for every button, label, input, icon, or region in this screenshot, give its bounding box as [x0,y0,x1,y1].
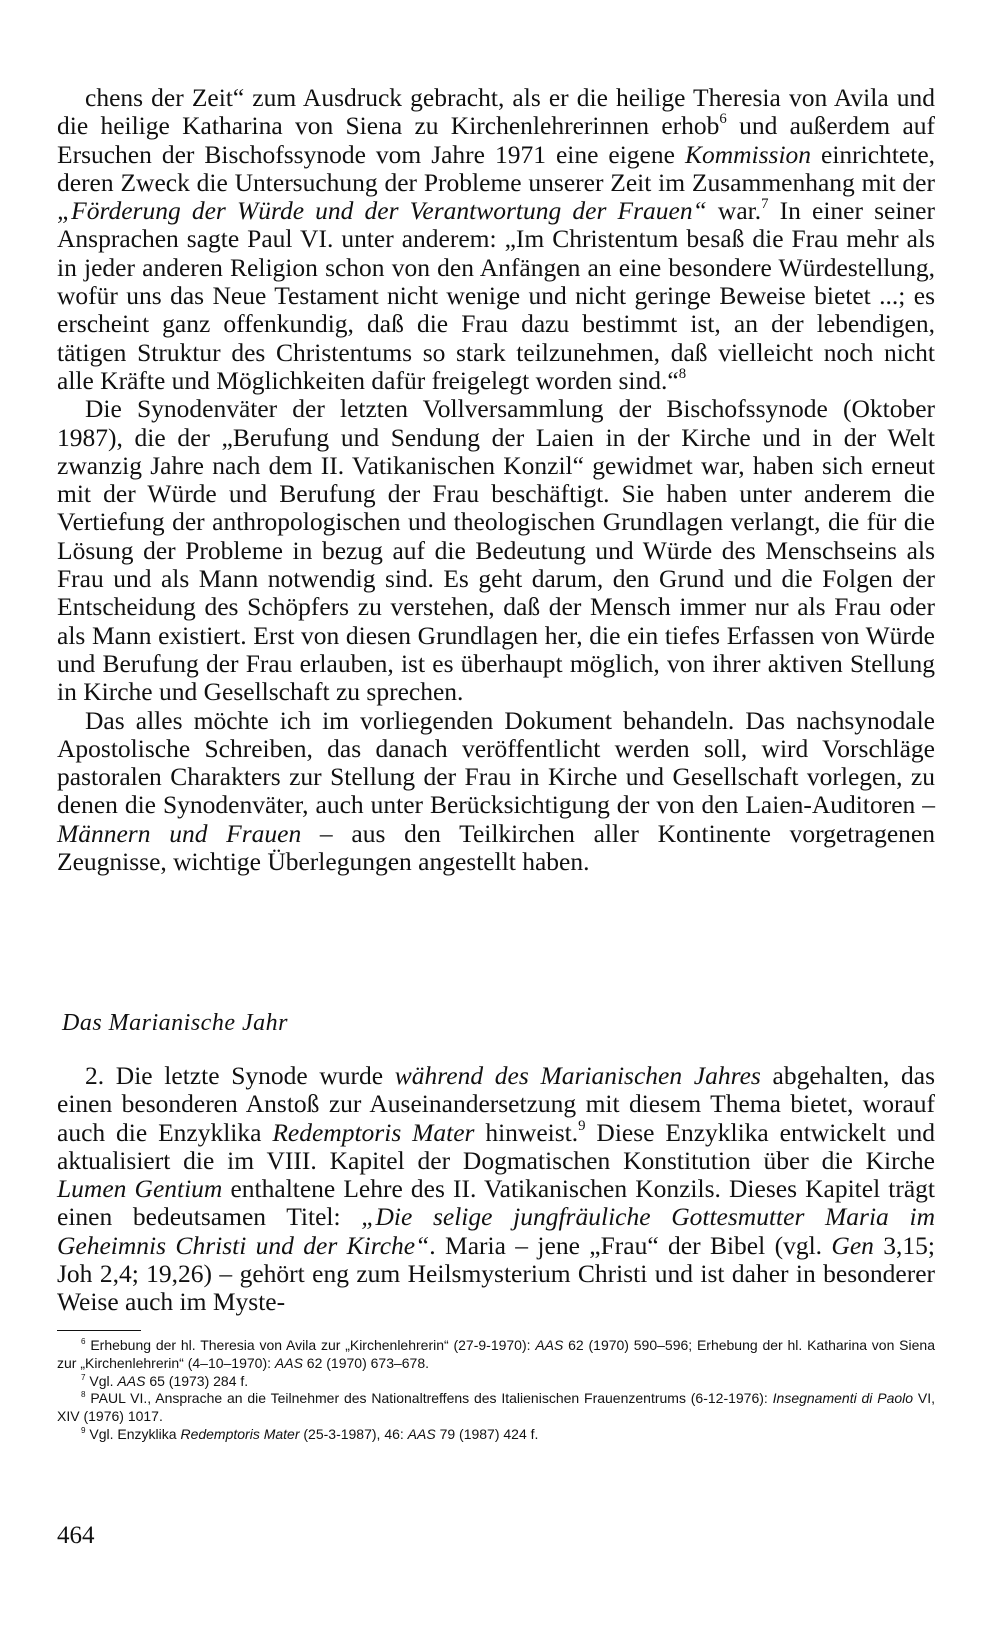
text-run: – aus den Teilkirchen aller Kontinente vorgetragenen Zeugnisse, wichtige Überlegungen angestellt haben. [57,818,935,877]
italic-text: Kommission [684,139,812,169]
text-run: war. [706,196,762,226]
text-run: enthaltene Lehre des II. Vatikanischen Konzils. Dieses Kapitel trägt einen bedeutsamen Titel: [57,1174,936,1232]
paragraph [57,1390,935,1426]
text-run: (25-3-1987), 46: [299,1425,408,1442]
text-run: Vgl. Enzyklika [85,1425,181,1442]
italic-text: „Förderung der Würde und der Verantwortung der Frauen“ [57,196,707,226]
section-heading: Das Marianische Jahr [62,1010,288,1036]
italic-text: Lumen Gentium [57,1174,223,1204]
italic-text: während des Marianischen Jahres [394,1061,761,1090]
text-run: und außerdem auf Ersuchen der Bischofssynode vom Jahre 1971 eine eigene [57,111,935,169]
italic-text: Männern und Frauen [57,818,302,848]
footnotes [57,1337,935,1444]
text-run: 79 (1987) 424 f. [435,1425,539,1442]
italic-text: Redemptoris Mater [272,1117,475,1147]
footnote-marker: 8 [81,1390,86,1400]
text-run: abgehalten, das einen besonderen Anstoß zur Auseinandersetzung mit diesem Thema bietet, worauf auch die Enzyklika [57,1061,935,1147]
paragraph [57,1373,935,1391]
text-run: einrichtete, deren Zweck die Untersuchung der Probleme unserer Zeit im Zusammenhang mit der [57,139,936,197]
footnote-marker: 8 [678,365,687,382]
footnote-marker: 6 [81,1336,86,1346]
italic-text: AAS [535,1337,564,1353]
text-run: Das alles möchte ich im vorliegenden Dokument behandeln. Das nachsynodale Apostolische Schreiben, das danach veröffentlicht werden soll, wird Vorschläge pastoralen Charakters zur Stellung der Frau in Kirche und Gesellschaft vorlegen, zu denen die Synodenväter, auch unter Berücksichtigung der von den Laien-Auditoren – [57,705,935,820]
text-run: Erhebung der hl. Theresia von Avila zur „Kirchenlehrerin“ (27-9-1970): [85,1337,536,1353]
italic-text: Redemptoris Mater [180,1425,300,1442]
paragraph [57,1062,935,1317]
page-number: 464 [57,1522,95,1549]
text-run: 2. Die letzte Synode wurde [85,1061,395,1090]
italic-text: Gen [831,1230,874,1260]
main-text-upper [57,84,935,876]
text-run: Diese Enzyklika entwickelt und aktualisiert die im VIII. Kapitel der Dogmatischen Konstitution über die Kirche [57,1117,935,1175]
text-run: Vgl. [85,1372,118,1389]
italic-text: AAS [407,1425,436,1442]
italic-text: Insegnamenti di Paolo [772,1390,914,1407]
text-run: hinweist. [474,1117,579,1147]
footnote-marker: 7 [81,1372,86,1382]
paragraph [57,1337,935,1373]
paragraph [57,395,935,706]
italic-text: „Die selige jungfräuliche Gottesmutter Maria im Geheimnis Christi und der Kirche“ [57,1202,935,1260]
italic-text: AAS [274,1354,303,1371]
text-run: 62 (1970) 673–678. [302,1354,430,1371]
footnote-marker: 9 [81,1425,86,1435]
text-run: 62 (1970) 590–596; Erhebung der hl. Katharina von Siena zur „Kirchenlehrerin“ (4–10–1970): [57,1337,935,1371]
paragraph [57,707,935,877]
text-run: . Maria – jene „Frau“ der Bibel (vgl. [429,1230,832,1260]
footnote-marker: 6 [719,111,727,128]
footnote-marker: 9 [578,1117,586,1134]
text-run: VI, XIV (1976) 1017. [57,1390,935,1425]
paragraph [57,84,935,395]
text-run: chens der Zeit“ zum Ausdruck gebracht, als er die heilige Theresia von Avila und die heilige Katharina von Siena zu Kirchenlehrerinnen erhob [57,83,935,141]
italic-text: AAS [117,1372,146,1389]
main-text-lower [57,1062,935,1317]
footnote-separator [57,1330,141,1331]
text-run: 65 (1973) 284 f. [145,1372,249,1389]
text-run: 3,15; Joh 2,4; 19,26) – gehört eng zum Heilsmysterium Christi und ist daher in besonderer Weise auch im Myste- [57,1230,935,1317]
text-run: Die Synodenväter der letzten Vollversammlung der Bischofssynode (Oktober 1987), die der „Berufung und Sendung der Laien in der Kirche und in der Welt zwanzig Jahre nach dem II. Vatikanischen Konzil“ gewidmet war, haben sich erneut mit der Würde und Berufung der Frau beschäftigt. Sie haben unter anderem die Vertiefung der anthropologischen und theologischen Grundlagen verlangt, die für die Lösung der Probleme in bezug auf die Bedeutung und Würde des Menschseins als Frau und als Mann notwendig sind. Es geht darum, den Grund und die Folgen der Entscheidung des Schöpfers zu verstehen, daß der Mensch immer nur als Frau oder als Mann existiert. Erst von diesen Grundlagen her, die ein tiefes Erfassen von Würde und Berufung der Frau erlauben, ist es überhaupt möglich, von ihrer aktiven Stellung in Kirche und Gesellschaft zu sprechen. [57,394,935,707]
paragraph [57,1426,935,1444]
footnote-marker: 7 [761,196,769,213]
text-run: In einer seiner Ansprachen sagte Paul VI. unter anderem: „Im Christentum besaß die Frau mehr als in jeder anderen Religion schon von den Anfängen an eine besondere Würdestellung, wofür uns das Neue Testament nicht wenige und nicht geringe Beweise bietet ...; es erscheint ganz offenkundig, daß die Frau dazu bestimmt ist, an der lebendigen, tätigen Struktur des Christentums so stark teilzunehmen, daß vielleicht noch nicht alle Kräfte und Möglichkeiten dafür freigelegt worden sind.“ [57,196,935,395]
text-run: PAUL VI., Ansprache an die Teilnehmer des Nationaltreffens des Italienischen Frauenzentrums (6-12-1976): [85,1390,773,1407]
